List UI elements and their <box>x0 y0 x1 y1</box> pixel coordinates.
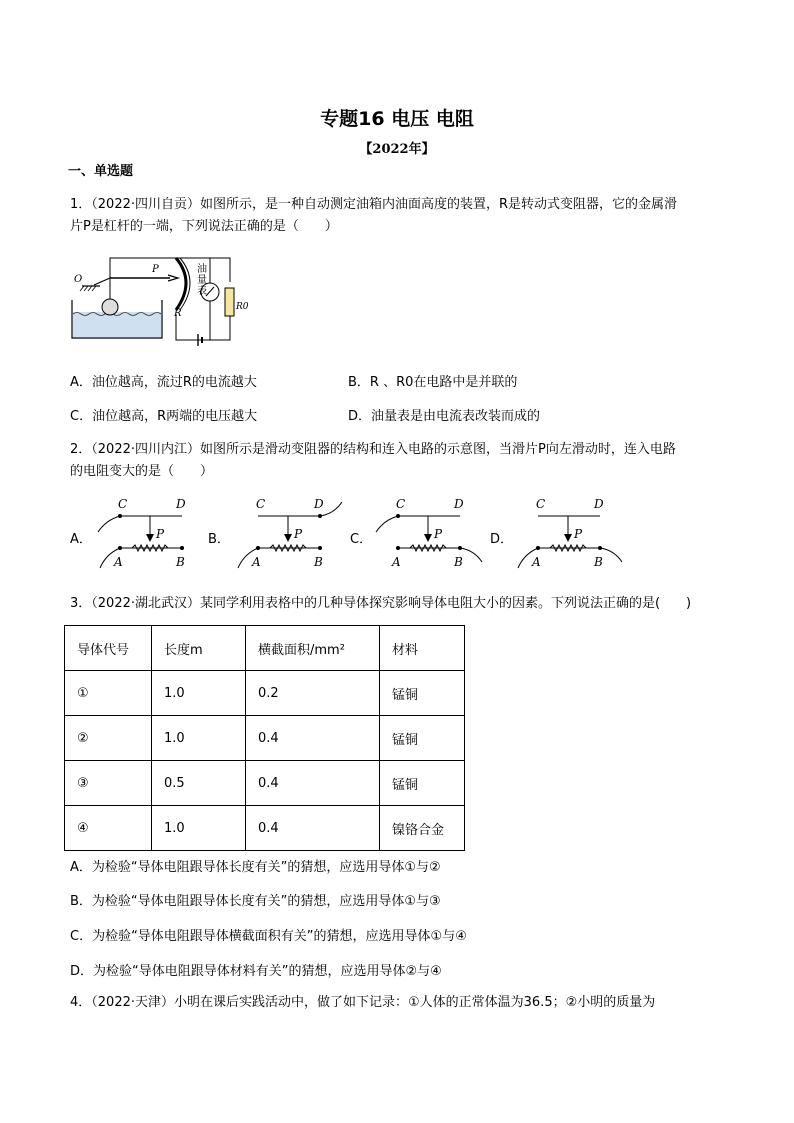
svg-text:C: C <box>256 497 266 511</box>
svg-text:B: B <box>454 555 463 569</box>
table-cell: ① <box>65 671 152 716</box>
table-cell: 1.0 <box>152 671 246 716</box>
svg-text:P: P <box>294 527 303 541</box>
label-R0: R0 <box>236 302 249 312</box>
rheostat-figure-c <box>370 496 490 574</box>
table-cell: 0.5 <box>152 761 246 806</box>
label-R: R <box>174 308 182 319</box>
table-cell: ③ <box>65 761 152 806</box>
svg-text:P: P <box>156 527 165 541</box>
page-title: 专题16 电压 电阻 <box>320 108 474 130</box>
oil-meter-label: 油量表 <box>197 264 207 297</box>
table-cell: 镍铬合金 <box>380 806 465 851</box>
svg-text:D: D <box>314 497 324 511</box>
table-cell: 锰铜 <box>380 716 465 761</box>
q1-option-a[interactable]: A．油位越高，流过R的电流越大 <box>70 375 257 390</box>
svg-text:A: A <box>252 555 261 569</box>
svg-text:D: D <box>594 497 604 511</box>
table-header: 导体代号 <box>65 626 152 671</box>
svg-text:C: C <box>536 497 546 511</box>
q3-option-b[interactable]: B．为检验“导体电阻跟导体长度有关”的猜想，应选用导体①与③ <box>70 894 441 909</box>
q2-stem-line2: 的电阻变大的是（ ） <box>70 464 214 479</box>
svg-text:A: A <box>114 555 123 569</box>
table-header: 材料 <box>380 626 465 671</box>
table-header: 横截面积/mm² <box>246 626 380 671</box>
section-heading: 一、单选题 <box>68 164 134 179</box>
table-cell: 0.4 <box>246 761 380 806</box>
table-header-row <box>65 626 465 671</box>
q2-option-b[interactable]: B． <box>208 532 230 547</box>
year-heading: 【2022年】 <box>359 142 435 157</box>
q2-stem-line1: 2．（2022·四川内江）如图所示是滑动变阻器的结构和连入电路的示意图，当滑片P向左滑动时，连入电路 <box>70 442 676 457</box>
table-cell: 0.2 <box>246 671 380 716</box>
table-cell: ④ <box>65 806 152 851</box>
rheostat-figure-d <box>510 496 630 574</box>
q1-stem-line1: 1．（2022·四川自贡）如图所示，是一种自动测定油箱内油面高度的装置，R是转动式变阻器，它的金属滑 <box>70 197 678 212</box>
q1-stem-line2: 片P是杠杆的一端，下列说法正确的是（ ） <box>70 219 338 234</box>
table-cell: 0.4 <box>246 806 380 851</box>
q1-option-c[interactable]: C．油位越高，R两端的电压越大 <box>70 409 258 424</box>
svg-text:B: B <box>594 555 603 569</box>
table-cell: 锰铜 <box>380 671 465 716</box>
svg-text:B: B <box>314 555 323 569</box>
svg-text:D: D <box>454 497 464 511</box>
svg-text:C: C <box>396 497 406 511</box>
svg-text:A: A <box>392 555 401 569</box>
table-cell: 1.0 <box>152 716 246 761</box>
q2-option-c[interactable]: C． <box>350 532 373 547</box>
rheostat-figure-a <box>92 496 202 574</box>
table-cell: 0.4 <box>246 716 380 761</box>
q2-option-a[interactable]: A． <box>70 532 92 547</box>
q3-stem: 3．（2022·湖北武汉）某同学利用表格中的几种导体探究影响导体电阻大小的因素。下列说法正确的是( ) <box>70 596 692 611</box>
q3-option-a[interactable]: A．为检验“导体电阻跟导体长度有关”的猜想，应选用导体①与② <box>70 860 441 875</box>
svg-text:C: C <box>118 497 128 511</box>
svg-text:P: P <box>574 527 583 541</box>
rheostat-figure-b <box>230 496 350 574</box>
table-cell: ② <box>65 716 152 761</box>
label-P: P <box>152 264 159 275</box>
svg-text:P: P <box>434 527 443 541</box>
q1-oil-gauge-figure <box>70 252 250 352</box>
svg-text:A: A <box>532 555 541 569</box>
q4-stem: 4．（2022·天津）小明在课后实践活动中，做了如下记录：①人体的正常体温为36.5；②小明的质量为 <box>70 995 656 1010</box>
table-cell: 锰铜 <box>380 761 465 806</box>
q1-option-b[interactable]: B．R 、R0在电路中是并联的 <box>348 375 518 390</box>
conductor-table <box>64 625 465 851</box>
float-ball <box>102 299 118 315</box>
q3-option-d[interactable]: D．为检验“导体电阻跟导体材料有关”的猜想，应选用导体②与④ <box>70 964 442 979</box>
q2-option-d[interactable]: D． <box>490 532 514 547</box>
label-O: O <box>74 274 83 285</box>
table-row <box>65 806 465 851</box>
svg-text:D: D <box>176 497 186 511</box>
table-row <box>65 761 465 806</box>
q1-option-d[interactable]: D．油量表是由电流表改装而成的 <box>348 409 541 424</box>
table-header: 长度m <box>152 626 246 671</box>
svg-text:B: B <box>176 555 185 569</box>
table-cell: 1.0 <box>152 806 246 851</box>
resistor-R0 <box>225 288 234 316</box>
table-row <box>65 671 465 716</box>
table-row <box>65 716 465 761</box>
q3-option-c[interactable]: C．为检验“导体电阻跟导体横截面积有关”的猜想，应选用导体①与④ <box>70 929 467 944</box>
